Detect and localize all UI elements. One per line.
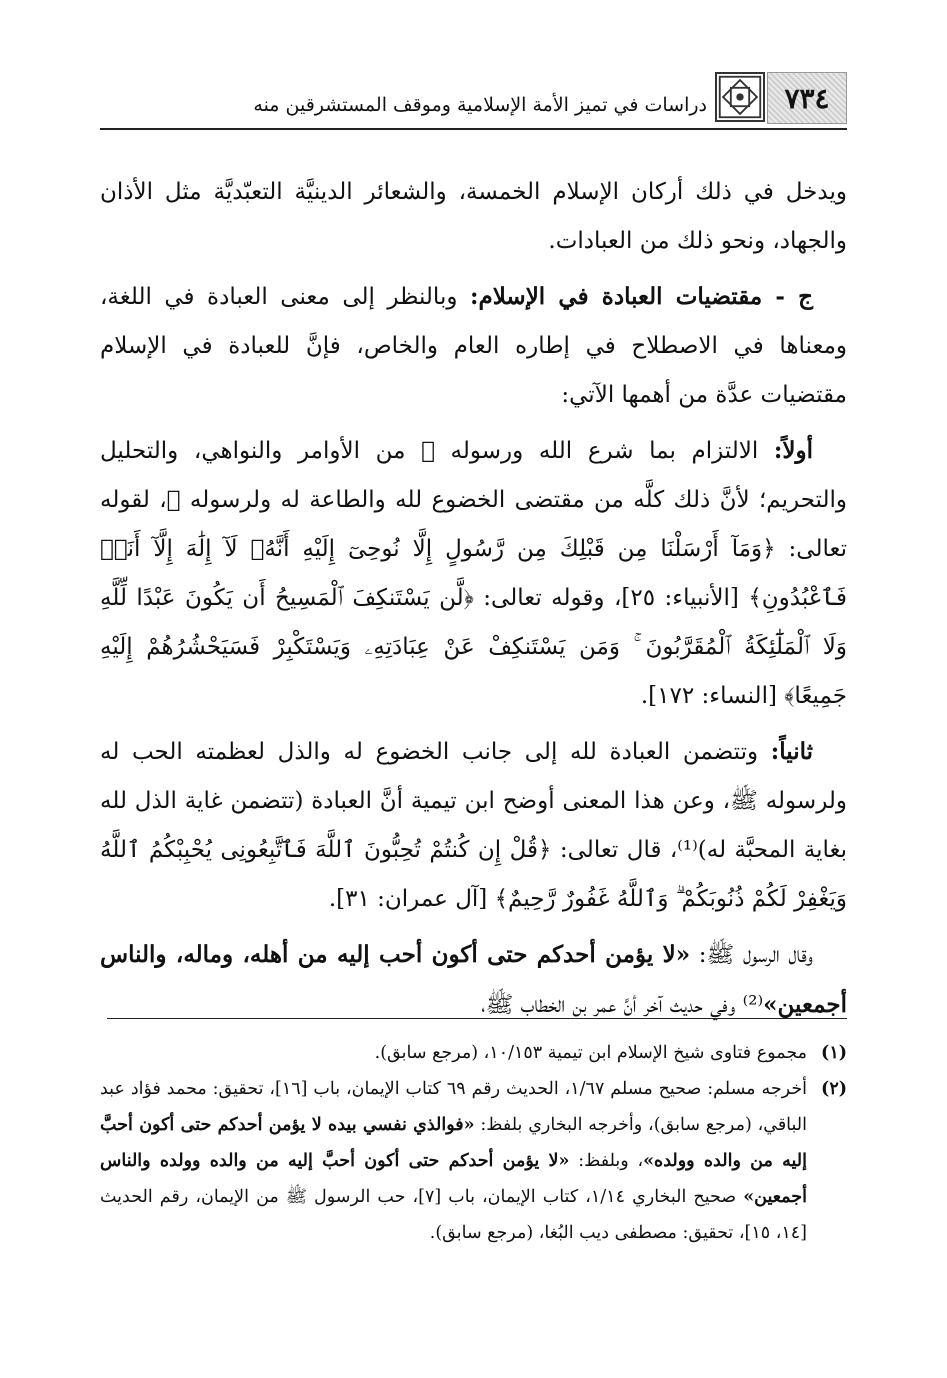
paragraph-4 bbox=[100, 727, 847, 924]
point-heading-first: أولاً: bbox=[773, 437, 813, 464]
paragraph-2-text: وبالنظر إلى معنى العبادة في اللغة، ومعناها في الاصطلاح في إطاره العام والخاص، فإنَّ للعبادة في الإسلام مقتضيات عدَّة من أهمها الآتي: bbox=[100, 284, 847, 408]
footnote-text-part: صحيح البخاري ١/١٤، كتاب الإيمان، باب [٧]، حب الرسول ﷺ من الإيمان، رقم الحديث [١٤، ١٥]، تحقيق: مصطفى ديب البُغا، (مرجع سابق). bbox=[100, 1187, 807, 1243]
page-header bbox=[100, 72, 847, 130]
footnote-text bbox=[100, 1071, 807, 1251]
footnote-hadith-2: «لا يؤمن أحدكم حتى أكون أحبَّ إليه من والده وولده والناس أجمعين» bbox=[100, 1151, 807, 1207]
footnotes bbox=[100, 1035, 847, 1251]
footnote-text: مجموع فتاوى شيخ الإسلام ابن تيمية ١٠/١٥٣، (مرجع سابق). bbox=[374, 1043, 807, 1063]
paragraph-1-text: ويدخل في ذلك أركان الإسلام الخمسة، والشعائر الدينيَّة التعبّديَّة مثل الأذان والجهاد، ونحو ذلك من العبادات. bbox=[100, 179, 847, 254]
ornament-icon bbox=[715, 72, 765, 122]
footnote-number: (١) bbox=[821, 1043, 847, 1063]
paragraph-4-text: وتتضمن العبادة لله إلى جانب الخضوع له والذل لعظمته الحب له ولرسوله ﷺ، وعن هذا المعنى أوضح ابن تيمية أنَّ العبادة (تتضمن غاية الذل لله بغاية المحبَّة له)⁽¹⁾، قال تعالى: ﴿قُلْ إِن كُنتُمْ تُحِبُّونَ ٱللَّهَ فَٱتَّبِعُونِى يُحْبِبْكُمُ ٱللَّهُ وَيَغْفِرْ لَكُمْ ذُنُوبَكُمْ ۗ وَٱللَّهُ غَفُورٌ رَّحِيمٌ﴾ [آل عمران: ٣١]. bbox=[100, 739, 847, 912]
running-title: دراسات في تميز الأمة الإسلامية وموقف المستشرقين منه bbox=[253, 94, 707, 116]
paragraph-3-text: الالتزام بما شرع الله ورسوله ﷺ من الأوامر والنواهي، والتحليل والتحريم؛ لأنَّ ذلك كلَّه من مقتضى الخضوع لله والطاعة له ولرسوله ﷺ، لقوله تعالى: ﴿وَمَآ أَرْسَلْنَا مِن قَبْلِكَ مِن رَّسُولٍ إِلَّا نُوحِىٓ إِلَيْهِ أَنَّهُۥ لَآ إِلَٰهَ إِلَّآ أَنَا۠ فَٱعْبُدُونِ﴾ [الأنبياء: ٢٥]، وقوله تعالى: ﴿لَّن يَسْتَنكِفَ ٱلْمَسِيحُ أَن يَكُونَ عَبْدًا لِّلَّهِ وَلَا ٱلْمَلَٰٓئِكَةُ ٱلْمُقَرَّبُونَ ۚ وَمَن يَسْتَنكِفْ عَنْ عِبَادَتِهِۦ وَيَسْتَكْبِرْ فَسَيَحْشُرُهُمْ إِلَيْهِ جَمِيعًا﴾ [النساء: ١٧٢]. bbox=[100, 438, 847, 709]
page-number: ٧٣٤ bbox=[767, 72, 847, 124]
footnote-hadith-1: «فوالذي نفسي بيده لا يؤمن أحدكم حتى أكون أحبَّ إليه من والده وولده» bbox=[100, 1115, 807, 1171]
paragraph-5-text-a: وقال الرسول ﷺ: bbox=[690, 942, 813, 968]
section-heading-c: ج - مقتضيات العبادة في الإسلام: bbox=[469, 283, 813, 310]
point-heading-second: ثانياً: bbox=[770, 738, 813, 765]
paragraph-5 bbox=[100, 930, 847, 1030]
main-text bbox=[100, 168, 847, 1036]
footnote-text-part: ، وبلفظ: bbox=[569, 1151, 644, 1171]
footnote-2 bbox=[100, 1071, 847, 1251]
paragraph-1 bbox=[100, 168, 847, 266]
footnote-number: (٢) bbox=[821, 1079, 847, 1099]
footnote-text-part: أخرجه مسلم: صحيح مسلم ١/٦٧، الحديث رقم ٦٩ كتاب الإيمان، باب [١٦]، تحقيق: محمد فؤاد عبد الباقي، (مرجع سابق)، وأخرجه البخاري بلفظ: bbox=[100, 1079, 807, 1135]
paragraph-3 bbox=[100, 426, 847, 721]
footnote-divider bbox=[107, 1018, 847, 1019]
paragraph-2 bbox=[100, 272, 847, 420]
hadith-quote: «لا يؤمن أحدكم حتى أكون أحب إليه من أهله، وماله، والناس أجمعين» bbox=[100, 941, 847, 1018]
footnote-1 bbox=[100, 1035, 847, 1071]
paragraph-5-text-b: ⁽²⁾ وفي حديث آخر أنَّ عمر بن الخطاب ﷺ، bbox=[481, 992, 764, 1018]
